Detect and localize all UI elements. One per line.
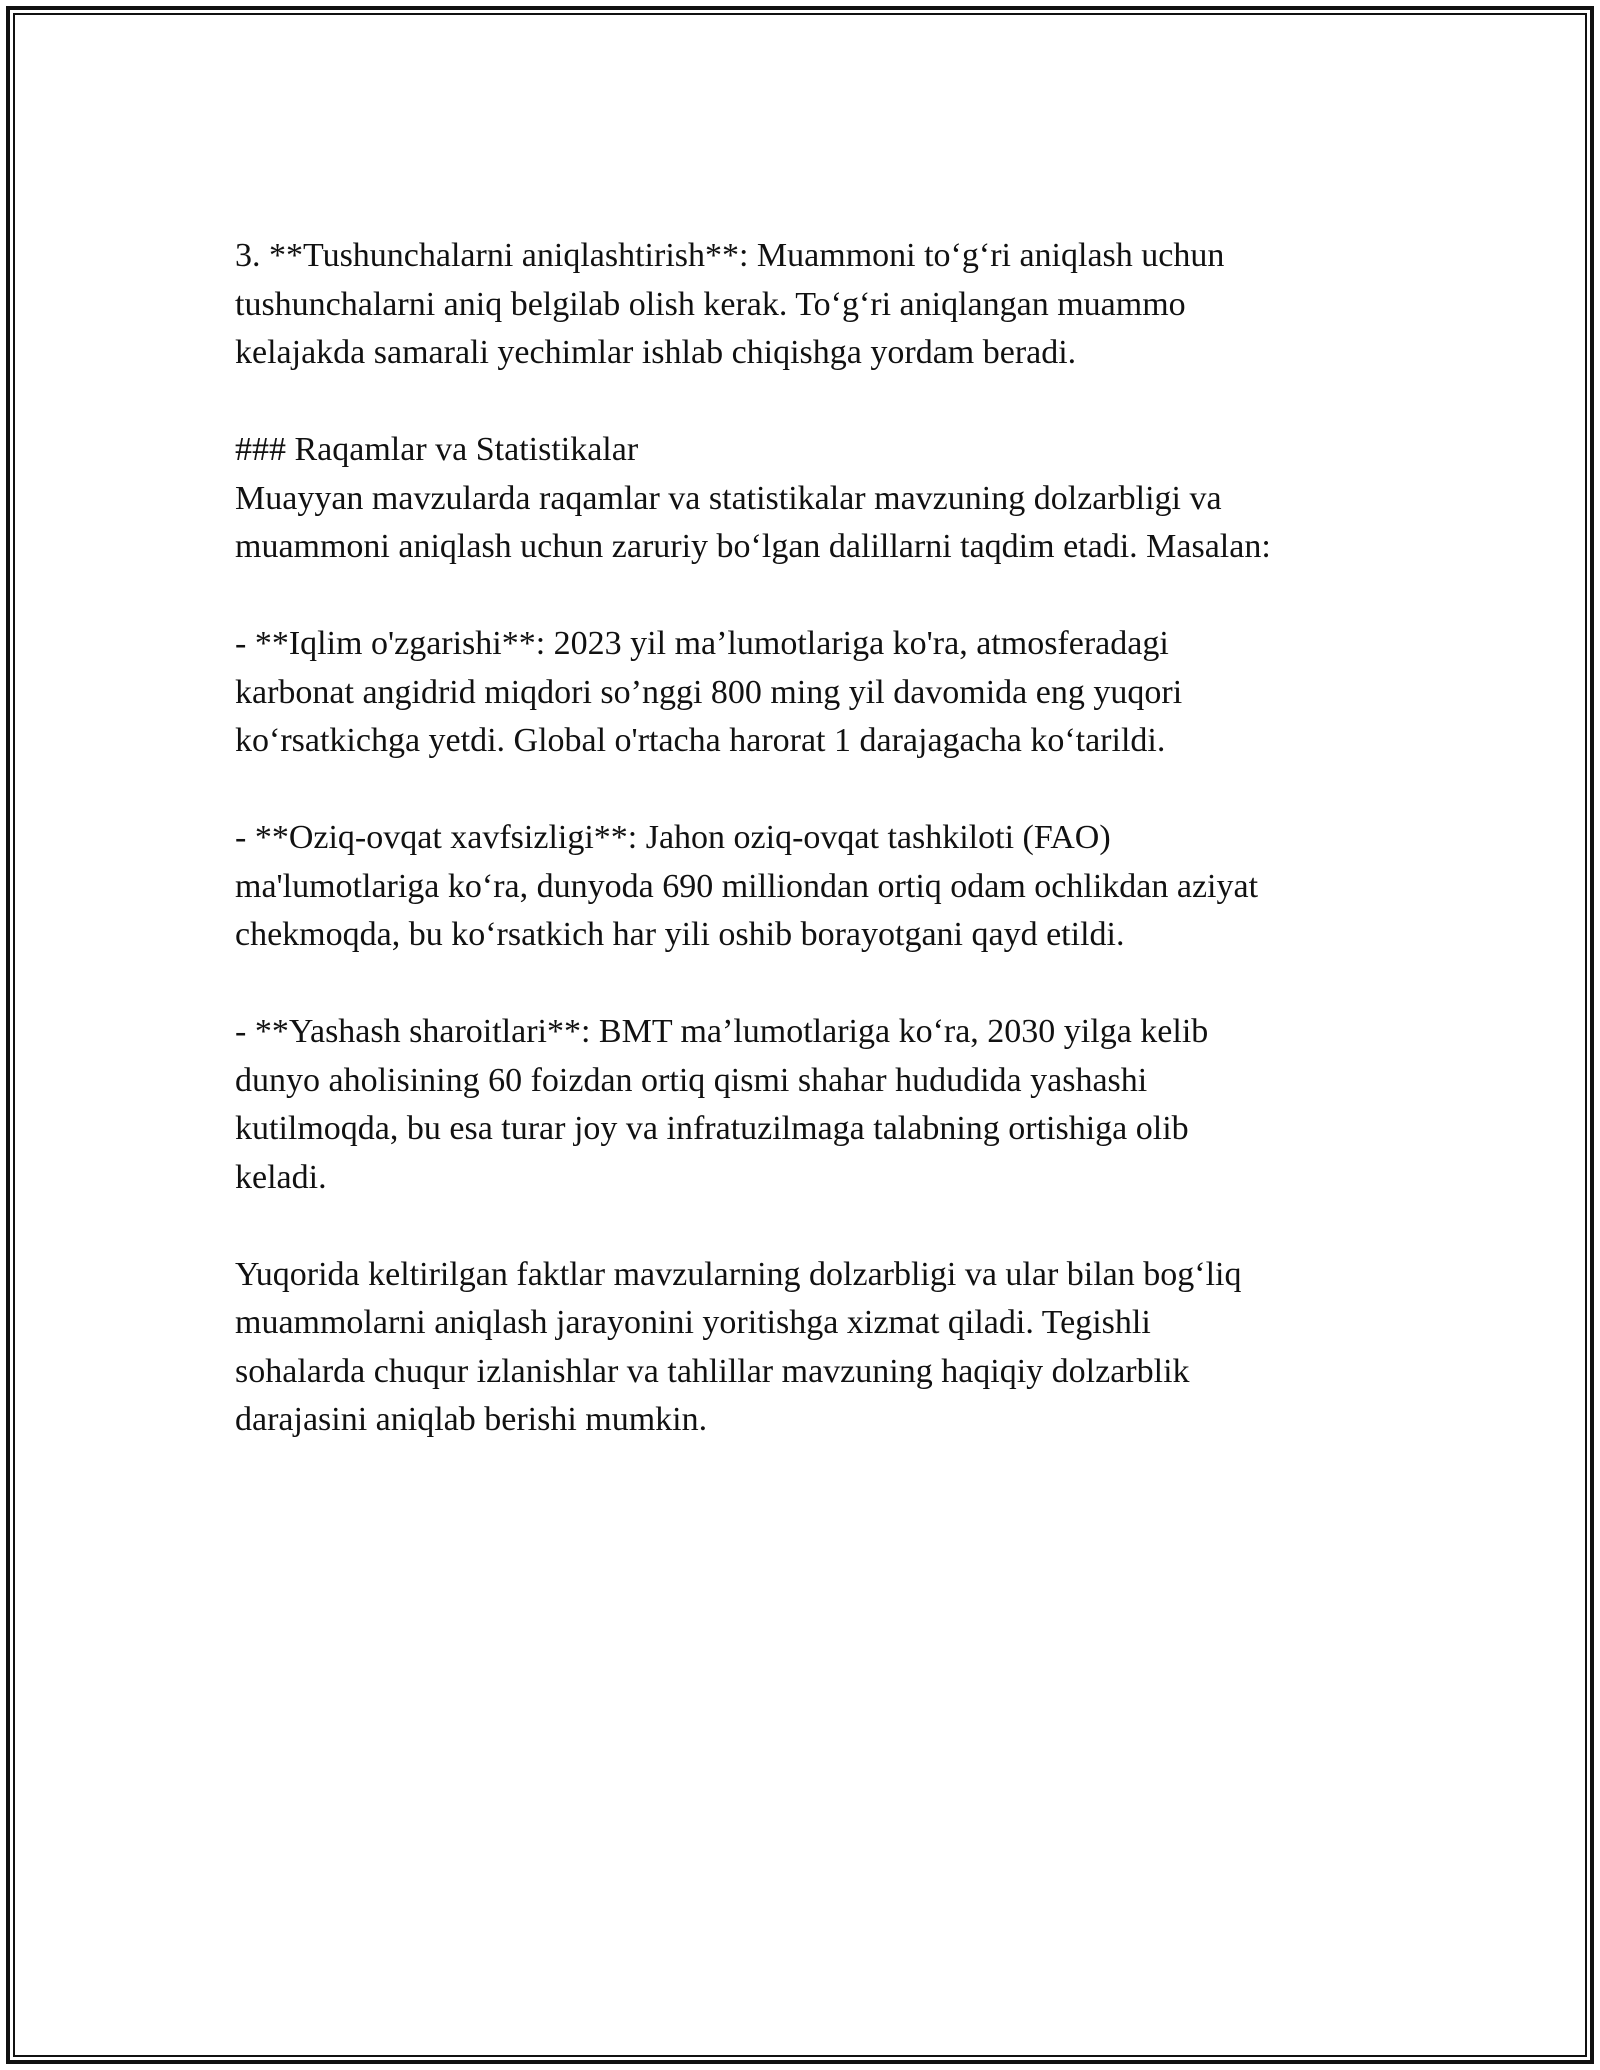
bullet-living-conditions: - **Yashash sharoitlari**: BMT ma’lumotlariga ko‘ra, 2030 yilga kelib dunyo aholisining 60 foizdan ortiq qismi shahar hududida yashashi kutilmoqda, bu esa turar joy va infratuzilmaga talabning ortishiga olib keladi. xyxy=(235,1013,1209,1196)
bullet-food-security: - **Oziq-ovqat xavfsizligi**: Jahon oziq-ovqat tashkiloti (FAO) ma'lumotlariga ko‘ra, dunyoda 690 milliondan ortiq odam ochlikdan aziyat chekmoqda, bu ko‘rsatkich har yili oshib borayotgani qayd etildi. xyxy=(235,819,1259,953)
intro-paragraph: Muayyan mavzularda raqamlar va statistikalar mavzuning dolzarbligi va muammoni aniqlash uchun zaruriy bo‘lgan dalillarni taqdim etadi. Masalan: xyxy=(235,479,1271,565)
numbered-item-3: 3. **Tushunchalarni aniqlashtirish**: Muammoni to‘g‘ri aniqlash uchun tushunchalarni aniq belgilab olish kerak. To‘g‘ri aniqlangan muammo kelajakda samarali yechimlar ishlab chiqishga yordam beradi. xyxy=(235,237,1225,371)
document-body xyxy=(235,232,1385,1493)
section-heading: ### Raqamlar va Statistikalar xyxy=(235,431,639,468)
bullet-climate-change: - **Iqlim o'zgarishi**: 2023 yil ma’lumotlariga ko'ra, atmosferadagi karbonat angidrid miqdori so’nggi 800 ming yil davomida eng yuqori ko‘rsatkichga yetdi. Global o'rtacha harorat 1 darajagacha ko‘tarildi. xyxy=(235,625,1183,759)
conclusion-paragraph: Yuqorida keltirilgan faktlar mavzularning dolzarbligi va ular bilan bog‘liq muammolarni aniqlash jarayonini yoritishga xizmat qiladi. Tegishli sohalarda chuqur izlanishlar va tahlillar mavzuning haqiqiy dolzarblik darajasini aniqlab berishi mumkin. xyxy=(235,1255,1242,1438)
